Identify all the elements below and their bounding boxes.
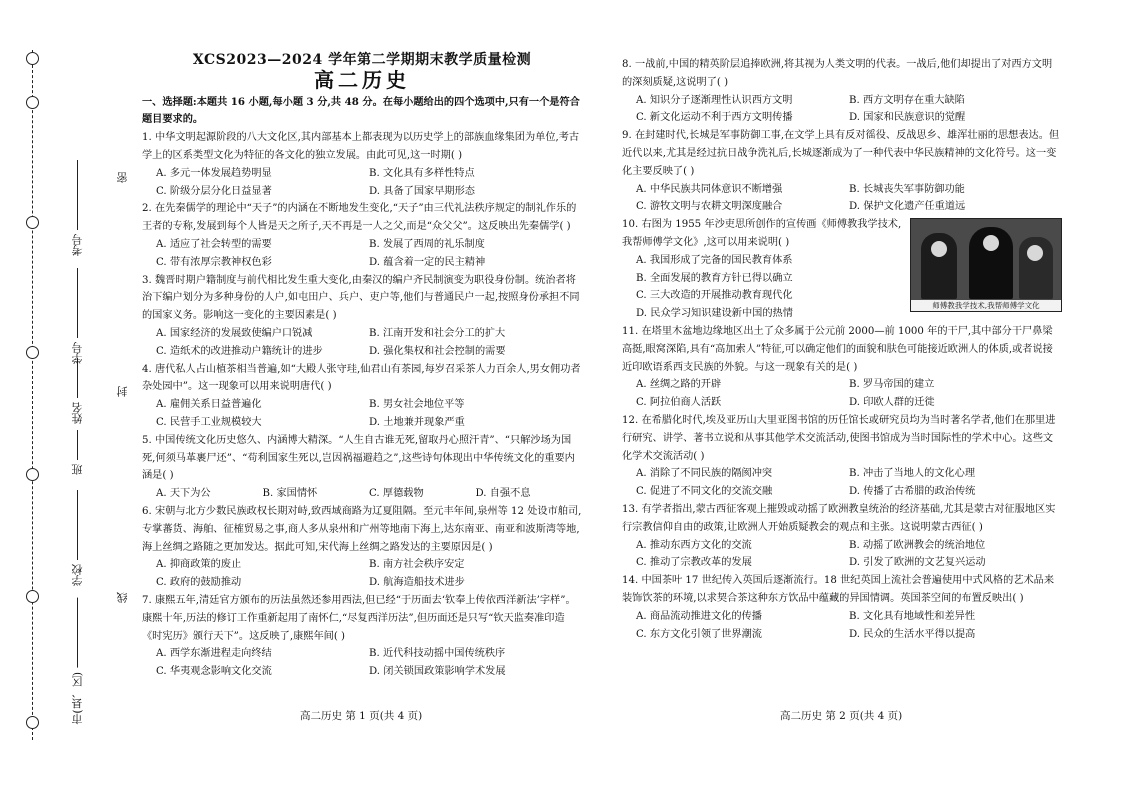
option[interactable]: D. 航海造船技术进步 bbox=[369, 577, 465, 589]
options-group bbox=[622, 537, 1062, 573]
subject-title: 高二历史 bbox=[314, 67, 410, 92]
option[interactable]: A. 知识分子逐渐理性认识西方文明 bbox=[636, 94, 793, 106]
options-group bbox=[622, 608, 1062, 644]
option[interactable]: A. 消除了不同民族的隔阂冲突 bbox=[636, 468, 773, 480]
page-1-column bbox=[142, 52, 582, 681]
option[interactable]: D. 引发了欧洲的文艺复兴运动 bbox=[849, 557, 986, 569]
option[interactable]: A. 多元一体发展趋势明显 bbox=[156, 167, 272, 179]
option[interactable]: D. 国家和民族意识的觉醒 bbox=[849, 112, 966, 124]
question-stem: 14. 中国茶叶 17 世纪传入英国后逐渐流行。18 世纪英国上流社会普遍使用中式风格的艺术品来装饰饮茶的环境,以求契合茶这种东方饮品中蕴藏的异国情调。英国茶空间的布置反映出( ) bbox=[622, 575, 1055, 604]
question-list bbox=[622, 56, 1062, 216]
option[interactable]: D. 蕴含着一定的民主精神 bbox=[369, 256, 486, 268]
field-school[interactable]: 学校 bbox=[70, 490, 86, 586]
option[interactable]: A. 国家经济的发展致使编户口锐减 bbox=[156, 327, 313, 339]
question-stem: 12. 在希腊化时代,埃及亚历山大里亚图书馆的历任馆长或研究员均为当时著名学者,他们在那里进行研究、讲学、著书立说和从事其他学术交流活动,使图书馆成为当时国际性的学术中心。这些文化学术交流活动( ) bbox=[622, 414, 1056, 462]
option[interactable]: A. 商品流动推进文化的传播 bbox=[636, 610, 762, 622]
binding-hole bbox=[26, 96, 39, 109]
option[interactable]: C. 阶级分层分化日益显著 bbox=[156, 185, 272, 197]
option[interactable]: C. 推动了宗教改革的发展 bbox=[636, 557, 752, 569]
binding-hole bbox=[26, 216, 39, 229]
field-student-id[interactable]: 学号 bbox=[70, 268, 86, 364]
question-stem: 5. 中国传统文化历史悠久、内涵博大精深。“人生自古谁无死,留取丹心照汗青”、“只解沙场为国死,何须马革裹尸还”、“苟利国家生死以,岂因祸福避趋之”,这些诗句体现出中华传统文化的重要内涵是( ) bbox=[142, 434, 575, 482]
propaganda-poster-image bbox=[910, 218, 1062, 312]
field-class[interactable]: 班 bbox=[70, 430, 86, 475]
binding-strip bbox=[18, 50, 129, 740]
option[interactable]: B. 长城丧失军事防御功能 bbox=[849, 183, 965, 195]
option[interactable]: C. 阿拉伯商人活跃 bbox=[636, 397, 722, 409]
binding-mark-mi: 密 bbox=[116, 172, 129, 183]
option[interactable]: A. 抑商政策的废止 bbox=[156, 559, 242, 571]
binding-hole bbox=[26, 590, 39, 603]
option[interactable]: B. 全面发展的教育方针已得以确立 bbox=[636, 272, 793, 284]
options-group bbox=[142, 645, 582, 681]
question-stem: 2. 在先秦儒学的理论中“天子”的内涵在不断地发生变化,“天子”由三代礼法秩序规定的制礼作乐的王者的专称,发展到每个人皆是天之所子,天不再是一人之父,而是“众父父”。这反映出先秦儒学( ) bbox=[142, 203, 577, 233]
options-group bbox=[142, 556, 582, 592]
question-item bbox=[142, 200, 582, 271]
option[interactable]: D. 印欧人群的迁徙 bbox=[849, 397, 935, 409]
question-item bbox=[142, 592, 582, 681]
option[interactable]: D. 自强不息 bbox=[475, 488, 531, 500]
option[interactable]: B. 近代科技动摇中国传统秩序 bbox=[369, 648, 506, 660]
option[interactable]: A. 适应了社会转型的需要 bbox=[156, 238, 272, 250]
field-exam-id[interactable]: 考号 bbox=[70, 160, 86, 256]
option[interactable]: A. 丝绸之路的开辟 bbox=[636, 379, 722, 391]
option[interactable]: D. 具备了国家早期形态 bbox=[369, 185, 475, 197]
option[interactable]: A. 推动东西方文化的交流 bbox=[636, 539, 752, 551]
question-stem: 3. 魏晋时期户籍制度与前代相比发生重大变化,由秦汉的编户齐民制演变为职役身份制。统治者将治下编户划分为多种身份的人户,如屯田户、兵户、吏户等,他们与普通民户一起,按照身份承担不同的国家义务。影响这一变化的主要因素是( ) bbox=[142, 274, 580, 322]
options-group bbox=[142, 325, 582, 361]
binding-hole bbox=[26, 468, 39, 481]
binding-mark-xian: 线 bbox=[116, 592, 129, 603]
question-stem: 8. 一战前,中国的精英阶层追捧欧洲,将其视为人类文明的代表。一战后,他们却提出了对西方文明的深刻质疑,这说明了( ) bbox=[622, 59, 1053, 88]
option[interactable]: C. 民营手工业规模较大 bbox=[156, 416, 262, 428]
question-item bbox=[622, 127, 1062, 216]
option[interactable]: C. 新文化运动不利于西方文明传播 bbox=[636, 112, 793, 124]
option[interactable]: B. 文化具有多样性特点 bbox=[369, 167, 475, 179]
option[interactable]: D. 土地兼并现象严重 bbox=[369, 416, 465, 428]
exam-title: XCS2023—2024 学年第二学期期末教学质量检测 bbox=[192, 52, 532, 68]
options-group bbox=[622, 465, 1062, 501]
option[interactable]: B. 文化具有地域性和差异性 bbox=[849, 610, 976, 622]
option[interactable]: D. 闭关锁国政策影响学术发展 bbox=[369, 666, 506, 678]
field-name[interactable]: 姓名 bbox=[70, 358, 86, 424]
page-footer-right: 高二历史 第 2 页(共 4 页) bbox=[780, 710, 903, 722]
field-city[interactable]: 市(县、区) bbox=[70, 598, 86, 725]
question-stem: 4. 唐代私人占山植茶相当普遍,如“大殿人张守珪,仙君山有茶园,每岁召采茶人力百余人,男女佣功者杂处园中”。这一现象可以用来说明唐代( ) bbox=[142, 363, 581, 393]
option[interactable]: B. 男女社会地位平等 bbox=[369, 399, 465, 411]
option[interactable]: A. 我国形成了完备的国民教育体系 bbox=[636, 254, 793, 266]
question-list bbox=[142, 129, 582, 681]
option[interactable]: C. 华夷观念影响文化交流 bbox=[156, 666, 272, 678]
question-list bbox=[622, 323, 1062, 643]
option[interactable]: A. 雇佣关系日益普遍化 bbox=[156, 399, 262, 411]
binding-hole bbox=[26, 52, 39, 65]
option[interactable]: C. 三大改造的开展推动教育现代化 bbox=[636, 290, 793, 302]
question-item bbox=[622, 501, 1062, 572]
option[interactable]: A. 西学东渐进程走向终结 bbox=[156, 648, 272, 660]
question-stem: 9. 在封建时代,长城是军事防御工事,在文学上具有反对徭役、反战思乡、雄浑壮丽的思想表达。但近代以来,尤其是经过抗日战争洗礼后,长城逐渐成为了一种代表中华民族精神的文化符号。这一变化主要反映了( ) bbox=[622, 130, 1060, 177]
option[interactable]: C. 带有浓厚宗教神权色彩 bbox=[156, 256, 272, 268]
option[interactable]: D. 民众的生活水平得以提高 bbox=[849, 628, 976, 640]
question-stem: 11. 在塔里木盆地边缘地区出土了众多属于公元前 2000—前 1000 年的干尸,其中部分干尸鼻梁高挺,眼窝深陷,具有“高加索人”特征,可以确定他们的面貌和肤色可能接近欧洲人的体质,或者说接近印欧语系西支民族的外貌。与这一现象有关的是( ) bbox=[622, 325, 1053, 373]
options-group bbox=[142, 396, 582, 432]
binding-hole bbox=[26, 716, 39, 729]
binding-dashed-line bbox=[32, 50, 33, 740]
option[interactable]: B. 罗马帝国的建立 bbox=[849, 379, 935, 391]
option[interactable]: B. 江南开发和社会分工的扩大 bbox=[369, 327, 506, 339]
option[interactable]: B. 家国情怀 bbox=[262, 488, 318, 500]
question-stem: 1. 中华文明起源阶段的八大文化区,其内部基本上都表现为以历史学上的部族血缘集团为单位,考古学上的区系类型文化为特征的各文化的独立发展。由此可见,这一时期( ) bbox=[142, 132, 580, 161]
binding-hole bbox=[26, 346, 39, 359]
option[interactable]: C. 促进了不同文化的交流交融 bbox=[636, 486, 773, 498]
option[interactable]: B. 动摇了欧洲教会的统治地位 bbox=[849, 539, 986, 551]
option[interactable]: C. 厚德载物 bbox=[369, 488, 424, 500]
options-group bbox=[142, 485, 582, 503]
question-item bbox=[142, 272, 582, 361]
question-stem: 6. 宋朝与北方少数民族政权长期对峙,致西域商路为辽夏阻隔。至元丰年间,泉州等 12 处设市舶司,专掌蕃货、海舶、征榷贸易之事,商人多从泉州和广州等地南下海上,达东南亚、南亚和波斯湾等地,海上丝绸之路随之更加发达。据此可知,宋代海上丝绸之路发达的主要原因是( ) bbox=[142, 505, 582, 553]
option[interactable]: D. 民众学习知识建设新中国的热情 bbox=[636, 308, 793, 320]
question-item bbox=[142, 129, 582, 200]
option[interactable]: D. 保护文化遗产任重道远 bbox=[849, 201, 966, 213]
option[interactable]: D. 传播了古希腊的政治传统 bbox=[849, 486, 976, 498]
binding-mark-feng: 封 bbox=[116, 386, 129, 397]
option[interactable]: C. 政府的鼓励推动 bbox=[156, 577, 242, 589]
question-stem: 13. 有学者指出,蒙古西征客观上摧毁或动摇了欧洲教皇统治的经济基础,尤其是蒙古对征服地区实行宗教信仰自由的政策,让欧洲人开始质疑教会的观点和主张。这说明蒙古西征( ) bbox=[622, 503, 1056, 533]
poster-caption: 师傅教我学技术,我帮师傅学文化 bbox=[911, 300, 1061, 311]
option[interactable]: D. 强化集权和社会控制的需要 bbox=[369, 345, 506, 357]
option[interactable]: C. 游牧文明与农耕文明深度融合 bbox=[636, 201, 783, 213]
options-group bbox=[622, 92, 1062, 128]
option[interactable]: A. 中华民族共同体意识不断增强 bbox=[636, 183, 783, 195]
options-group bbox=[622, 181, 1062, 217]
option[interactable]: B. 冲击了当地人的文化心理 bbox=[849, 468, 976, 480]
page-footer-left: 高二历史 第 1 页(共 4 页) bbox=[300, 710, 423, 722]
question-10 bbox=[622, 216, 1062, 323]
question-stem: 10. 右图为 1955 年沙吏思所创作的宣传画《师傅教我学技术,我帮师傅学文化》,这可以用来说明( ) bbox=[622, 219, 902, 248]
option[interactable]: B. 发展了西周的礼乐制度 bbox=[369, 238, 485, 250]
question-item bbox=[622, 572, 1062, 643]
question-item bbox=[142, 503, 582, 592]
section-instructions: 一、选择题:本题共 16 小题,每小题 3 分,共 48 分。在每小题给出的四个选项中,只有一个是符合题目要求的。 bbox=[142, 95, 580, 126]
option[interactable]: B. 西方文明存在重大缺陷 bbox=[849, 94, 965, 106]
question-item bbox=[622, 56, 1062, 127]
option[interactable]: C. 造纸术的改进推动户籍统计的进步 bbox=[156, 345, 323, 357]
question-item bbox=[622, 323, 1062, 412]
page-2-column bbox=[622, 56, 1062, 643]
options-group bbox=[622, 376, 1062, 412]
options-group bbox=[142, 165, 582, 201]
option[interactable]: B. 南方社会秩序安定 bbox=[369, 559, 465, 571]
question-item bbox=[622, 412, 1062, 501]
option[interactable]: C. 东方文化引领了世界潮流 bbox=[636, 628, 762, 640]
option[interactable]: A. 天下为公 bbox=[156, 488, 211, 500]
question-item bbox=[142, 361, 582, 432]
question-item bbox=[142, 432, 582, 503]
options-group bbox=[142, 236, 582, 272]
question-stem: 7. 康熙五年,清廷官方颁布的历法虽然还参用西法,但已经“于历面去‘钦奉上传依西洋新法’字样”。康熙十年,历法的修订工作重新起用了南怀仁,“尽复西洋历法”,但历面还是只写“钦天监奏准印造《时宪历》颁行天下”。这反映了,康熙年间( ) bbox=[142, 594, 576, 642]
